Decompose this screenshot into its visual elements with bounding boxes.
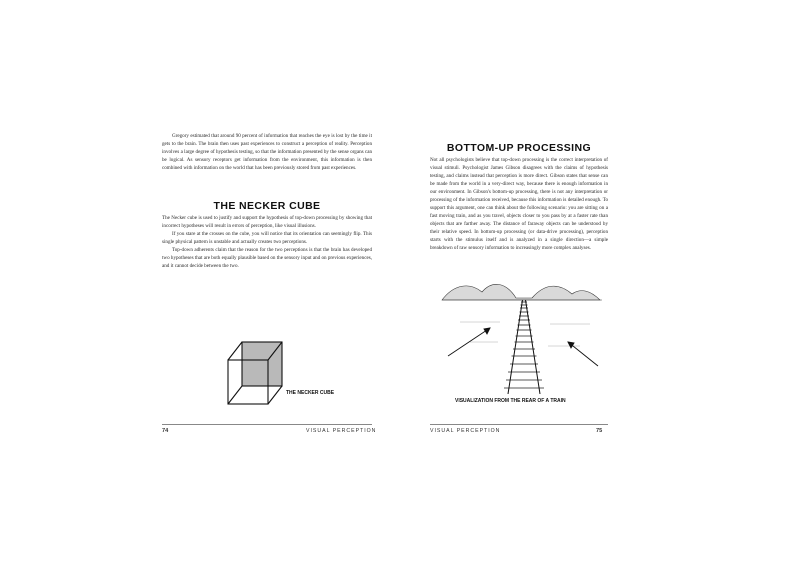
cube-front-face [242, 342, 282, 386]
body-paragraph: Top-down adherents claim that the reason for the two perceptions is that the brain has developed two hypotheses that are both equally plausible based on the sensory input and on previous experiences, and it cannot decide between the two. [162, 247, 372, 269]
body-paragraph: The Necker cube is used to justify and support the hypothesis of top-down processing by showing that incorrect hypotheses will result in errors of perception, like visual illusions. [162, 215, 372, 229]
left-running-head: VISUAL PERCEPTION [306, 428, 377, 434]
bottom-up-heading: BOTTOM-UP PROCESSING [446, 142, 592, 154]
necker-cube-text [162, 214, 372, 270]
left-page [162, 0, 372, 570]
body-paragraph: If you stare at the crosses on the cube, you will notice that its orientation can seemingly flip. This single physical pattern is unstable and actually creates two perceptions. [162, 231, 372, 245]
right-footer-rule [430, 424, 608, 425]
train-tracks-illustration [440, 262, 605, 394]
bottom-up-paragraph: Not all psychologists believe that top-down processing is the correct interpretation of visual stimuli. Psychologist James Gibson disagrees with the claims of hypothesis testing, and claims instead that perception is more direct. Gibson states that sense can be made from the world in a very-direct way, because there is enough information in our environment. In Gibson's bottom-up processing, there is not any interpretation or processing of the information received, because this information is detailed enough. To support this argument, one can think about the following scenario: you are sitting on a fast moving train, and as you travel, objects closer to you pass by at a faster rate than objects that are farther away. The distance of faraway objects can be understood by their relative speed. In bottom-up processing (or data-drive processing), perception starts with the stimulus itself and is analyzed in a single direction—a simple breakdown of raw sensory information to increasingly more complex analyses. [430, 157, 608, 251]
intro-paragraph: Gregory estimated that around 90 percent of information that reaches the eye is lost by the time it gets to the brain. The brain then uses past experiences to construct a perception of reality. Perception involves a large degree of hypothesis testing, so that the information presented by the sense organs can be logical. As sensory receptors get information from the environment, this information is then combined with information on the world that has been previously stored from past experiences. [162, 133, 372, 171]
train-figure-caption: VISUALIZATION FROM THE REAR OF A TRAIN [455, 398, 566, 404]
necker-cube-heading: THE NECKER CUBE [213, 200, 321, 212]
left-footer-rule [162, 424, 372, 425]
rail-sleepers [504, 302, 544, 388]
right-arrow [568, 342, 598, 366]
necker-cube-figure [224, 338, 286, 410]
left-page-number: 74 [162, 428, 169, 434]
right-running-head: VISUAL PERCEPTION [430, 428, 501, 434]
necker-cube-caption: THE NECKER CUBE [286, 390, 335, 396]
right-page-number: 75 [596, 428, 603, 434]
hills [442, 284, 600, 300]
